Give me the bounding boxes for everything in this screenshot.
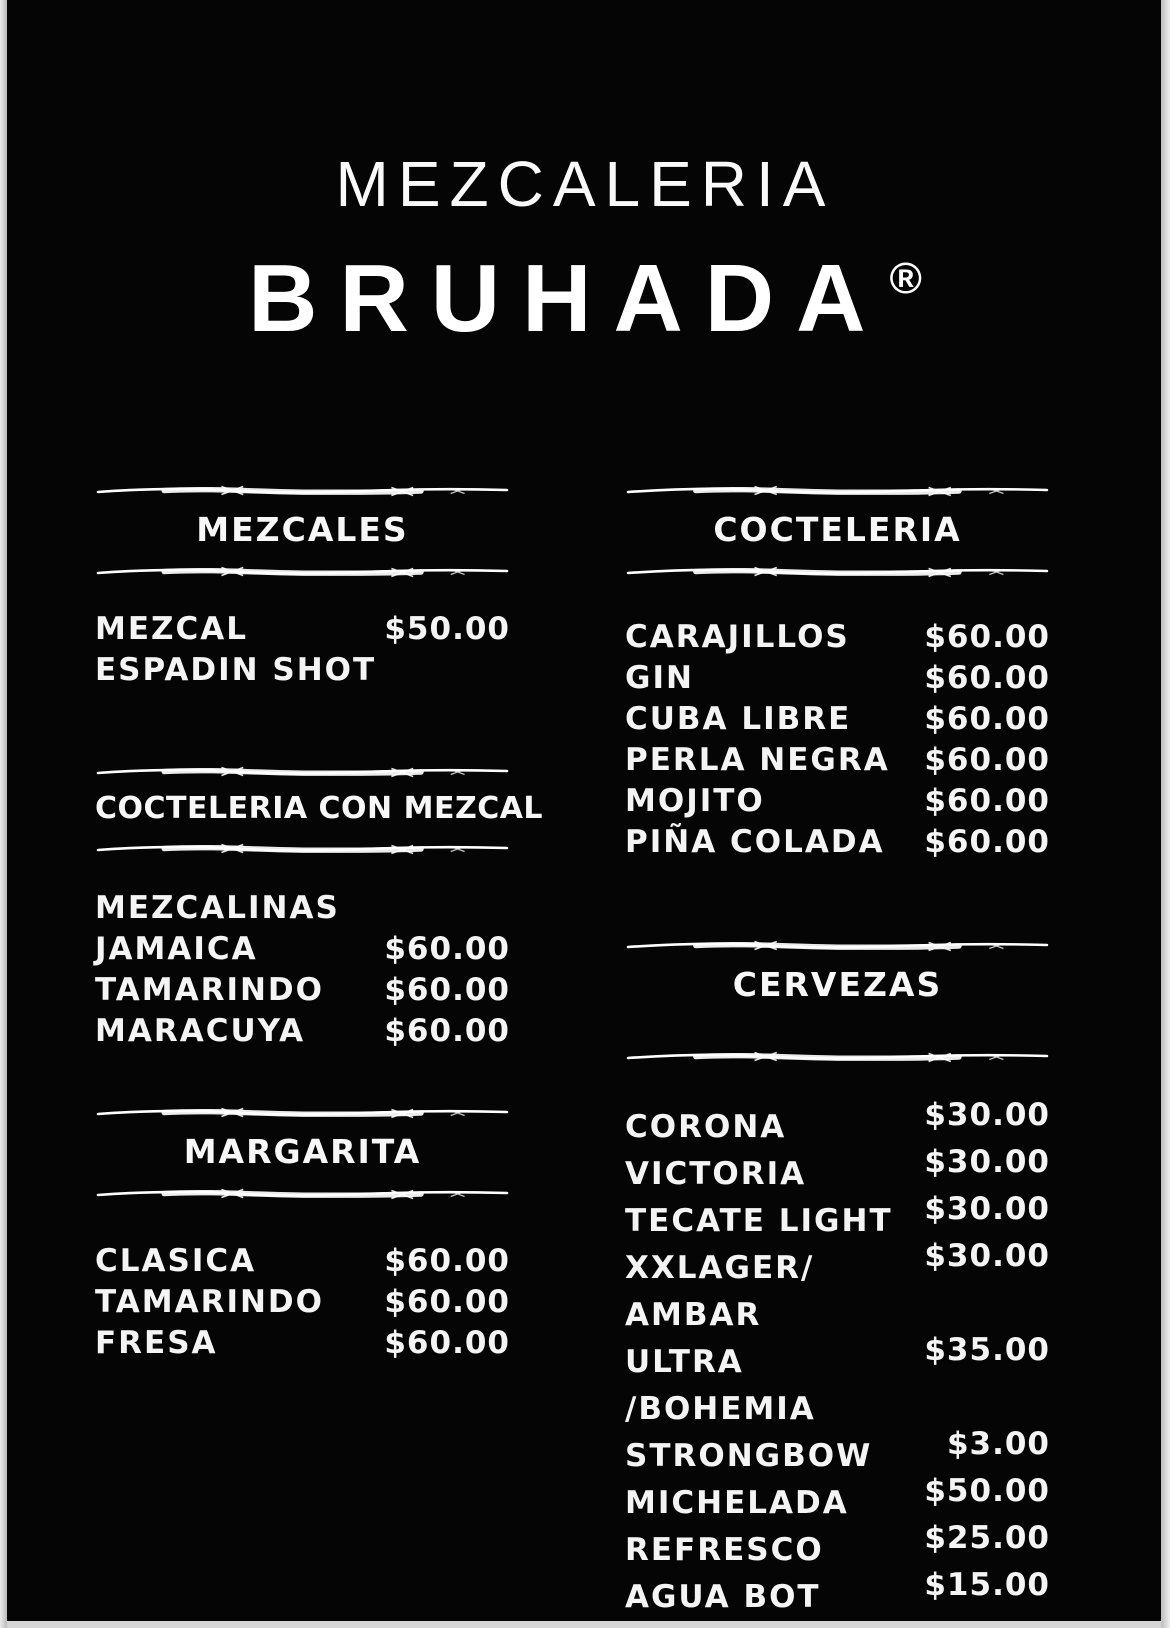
menu-item-row [625, 822, 1050, 863]
menu-item-price: $60.00 [384, 1284, 510, 1320]
section-title: MARGARITA [183, 1132, 422, 1171]
right-column [625, 482, 1050, 1621]
menu-item-name: TAMARINDO [95, 972, 325, 1008]
section-cocteleria [625, 482, 1050, 863]
divider-line [95, 763, 510, 779]
menu-item-row [625, 699, 1050, 740]
menu-item-name: XXLAGER/ AMBAR [625, 1250, 815, 1333]
section-title: MEZCALES [196, 510, 409, 549]
menu-item-name: MEZCALINAS [95, 890, 340, 926]
header [0, 0, 1170, 378]
menu-item-price: $30.00 [924, 1144, 1050, 1180]
menu-item-name: CORONA [625, 1109, 787, 1145]
divider-line [625, 1048, 1050, 1064]
menu-item-row [95, 609, 510, 691]
menu-item-name: MOJITO [625, 783, 765, 819]
menu-item-price: $3.00 [946, 1426, 1050, 1462]
menu-item-row [95, 1323, 510, 1364]
menu-item-price: $60.00 [924, 742, 1050, 778]
menu-item-price: $25.00 [924, 1520, 1050, 1556]
menu-item-row [625, 1332, 1050, 1433]
menu-item-price: $60.00 [384, 1243, 510, 1279]
menu-item-price: $60.00 [384, 1013, 510, 1049]
menu-item-price: $60.00 [924, 783, 1050, 819]
section-title: COCTELERIA [713, 510, 962, 549]
menu-item-name: CLASICA [95, 1243, 257, 1279]
item-list [95, 1241, 510, 1364]
restaurant-type-title: MEZCALERIA [335, 148, 835, 220]
menu-item-price: $30.00 [924, 1238, 1050, 1274]
menu-item-row [95, 888, 510, 929]
menu-item-price: $60.00 [924, 619, 1050, 655]
registered-trademark-symbol: ® [889, 254, 922, 303]
section-cervezas [625, 937, 1050, 1621]
menu-item-price: $30.00 [924, 1097, 1050, 1133]
menu-item-row [95, 970, 510, 1011]
item-list [625, 1097, 1050, 1621]
menu-item-price: $35.00 [924, 1332, 1050, 1368]
menu-item-row [625, 1567, 1050, 1621]
menu-item-name: MICHELADA [625, 1485, 849, 1521]
menu-item-row [625, 658, 1050, 699]
menu-item-name: TAMARINDO [95, 1284, 325, 1320]
menu-item-name: TECATE LIGHT [625, 1203, 893, 1239]
menu-item-name: JAMAICA [95, 931, 258, 967]
section-title: COCTELERIA CON MEZCAL [95, 791, 544, 826]
menu-item-row [95, 1282, 510, 1323]
menu-item-name: PIÑA COLADA [625, 824, 885, 860]
menu-item-row [95, 929, 510, 970]
menu-item-price: $60.00 [924, 701, 1050, 737]
menu-item-row [625, 617, 1050, 658]
menu-columns [0, 482, 1170, 1621]
photo-edge-left [0, 0, 7, 1628]
section-cocteleria-con-mezcal [95, 763, 544, 1052]
brand-line [0, 246, 1170, 378]
menu-item-name: VICTORIA [625, 1156, 807, 1192]
section-margarita [95, 1104, 510, 1364]
section-title: CERVEZAS [732, 965, 943, 1004]
menu-item-name: STRONGBOW [625, 1438, 873, 1474]
menu-item-name: FRESA [95, 1325, 218, 1361]
item-list [95, 888, 510, 1052]
menu-item-row [625, 740, 1050, 781]
menu-item-name: PERLA NEGRA [625, 742, 890, 778]
brand-name: BRUHADA [248, 245, 888, 352]
photo-edge-right [1161, 0, 1170, 1628]
menu-item-name: MEZCAL ESPADIN SHOT [95, 611, 377, 688]
divider-line [625, 937, 1050, 953]
menu-item-price: $30.00 [924, 1191, 1050, 1227]
divider-line [95, 482, 510, 498]
menu-item-name: AGUA BOT [625, 1579, 821, 1615]
menu-item-name: REFRESCO [625, 1532, 824, 1568]
menu-item-price: $50.00 [384, 611, 510, 647]
menu-item-name: CARAJILLOS [625, 619, 850, 655]
menu-item-price: $60.00 [384, 1325, 510, 1361]
menu-item-row [95, 1011, 510, 1052]
menu-item-price: $60.00 [924, 660, 1050, 696]
menu-item-price: $50.00 [924, 1473, 1050, 1509]
photo-edge-bottom [0, 1621, 1170, 1628]
menu-item-name: GIN [625, 660, 694, 696]
menu-item-name: MARACUYA [95, 1013, 306, 1049]
menu-item-price: $60.00 [384, 931, 510, 967]
menu-item-row [625, 1238, 1050, 1339]
section-mezcales [95, 482, 510, 691]
left-column [95, 482, 544, 1364]
item-list [625, 617, 1050, 863]
item-list [95, 609, 510, 691]
menu-item-row [95, 1241, 510, 1282]
divider-line [625, 563, 1050, 579]
menu-item-price: $60.00 [384, 972, 510, 1008]
divider-line [95, 1104, 510, 1120]
divider-line [95, 563, 510, 579]
menu-item-name: ULTRA /BOHEMIA [625, 1344, 816, 1427]
divider-line [625, 482, 1050, 498]
menu-item-name: CUBA LIBRE [625, 701, 852, 737]
menu-item-row [625, 781, 1050, 822]
divider-line [95, 1185, 510, 1201]
divider-line [95, 840, 510, 856]
menu-item-price: $15.00 [924, 1567, 1050, 1603]
menu-item-price: $60.00 [924, 824, 1050, 860]
